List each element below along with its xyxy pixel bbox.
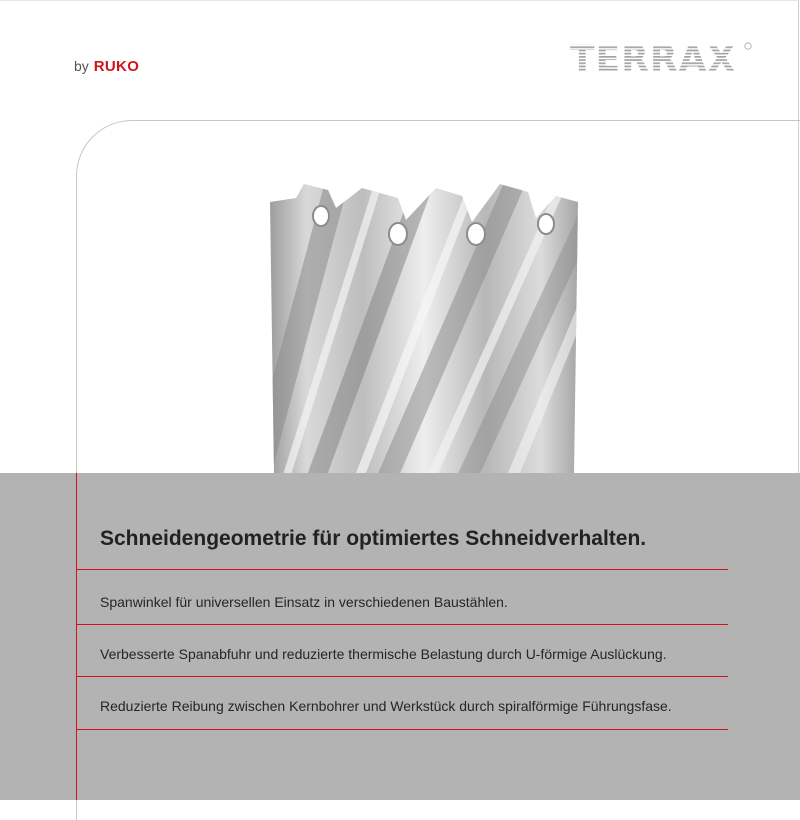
terrax-logo (568, 40, 754, 76)
feature-item: Verbesserte Spanabfuhr und reduzierte thermische Belastung durch U-förmige Auslückung. (100, 646, 667, 662)
registered-mark-icon (745, 43, 751, 49)
feature-item: Reduzierte Reibung zwischen Kernbohrer und Werkstück durch spiralförmige Führungsfase. (100, 698, 672, 714)
feature-item: Spanwinkel für universellen Einsatz in verschiedenen Baustählen. (100, 594, 508, 610)
ruko-brand: RUKO (93, 58, 140, 75)
by-prefix: by (74, 58, 89, 74)
terrax-wordmark: TERRAX (570, 40, 737, 76)
red-divider (77, 676, 728, 677)
red-divider (77, 729, 728, 730)
red-divider (77, 569, 728, 570)
red-vertical-rule (76, 473, 77, 800)
info-panel (0, 473, 800, 800)
headline: Schneidengeometrie für optimiertes Schneidverhalten. (100, 527, 647, 550)
core-drill-cutter-image (266, 178, 582, 478)
red-divider (77, 624, 728, 625)
by-ruko-label (74, 58, 139, 75)
